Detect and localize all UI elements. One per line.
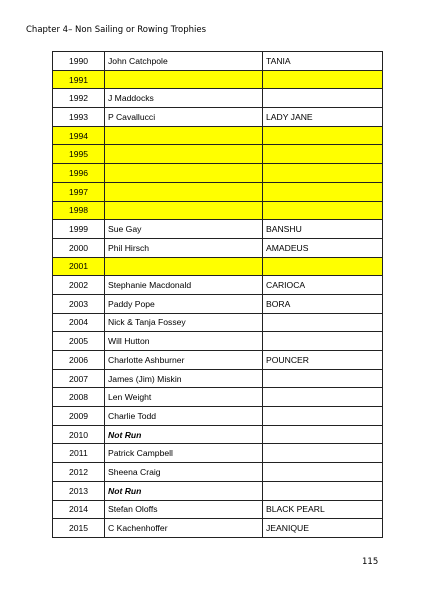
table-row <box>53 182 383 201</box>
boat-name-cell <box>263 145 383 164</box>
year-cell: 1993 <box>53 108 105 127</box>
winner-name-cell: Nick & Tanja Fossey <box>105 313 263 332</box>
page-number: 115 <box>362 557 379 567</box>
year-cell: 2009 <box>53 407 105 426</box>
winner-name-cell: P Cavallucci <box>105 108 263 127</box>
year-cell: 1990 <box>53 52 105 71</box>
table-row <box>53 238 383 257</box>
table-row <box>53 388 383 407</box>
year-cell: 2002 <box>53 276 105 295</box>
table-row <box>53 201 383 220</box>
trophy-table <box>52 51 383 538</box>
table-row <box>53 369 383 388</box>
year-cell: 2008 <box>53 388 105 407</box>
year-cell: 2015 <box>53 519 105 538</box>
table-row <box>53 70 383 89</box>
boat-name-cell <box>263 407 383 426</box>
boat-name-cell: BORA <box>263 294 383 313</box>
year-cell: 1991 <box>53 70 105 89</box>
winner-name-cell: Not Run <box>105 481 263 500</box>
winner-name-cell <box>105 257 263 276</box>
year-cell: 2004 <box>53 313 105 332</box>
winner-name-cell: C Kachenhoffer <box>105 519 263 538</box>
table-row <box>53 257 383 276</box>
table-row <box>53 519 383 538</box>
winner-name-cell: J Maddocks <box>105 89 263 108</box>
year-cell: 1995 <box>53 145 105 164</box>
table-row <box>53 313 383 332</box>
boat-name-cell <box>263 444 383 463</box>
boat-name-cell: LADY JANE <box>263 108 383 127</box>
table-row <box>53 294 383 313</box>
winner-name-cell <box>105 182 263 201</box>
boat-name-cell <box>263 463 383 482</box>
boat-name-cell: CARIOCA <box>263 276 383 295</box>
winner-name-cell: John Catchpole <box>105 52 263 71</box>
table-row <box>53 52 383 71</box>
winner-name-cell: Stephanie Macdonald <box>105 276 263 295</box>
table-row <box>53 145 383 164</box>
year-cell: 2006 <box>53 351 105 370</box>
table-row <box>53 164 383 183</box>
winner-name-cell: Not Run <box>105 425 263 444</box>
table-row <box>53 276 383 295</box>
winner-name-cell: Phil Hirsch <box>105 238 263 257</box>
table-row <box>53 463 383 482</box>
boat-name-cell <box>263 332 383 351</box>
chapter-header: Chapter 4– Non Sailing or Rowing Trophies <box>26 25 207 35</box>
year-cell: 2003 <box>53 294 105 313</box>
year-cell: 1997 <box>53 182 105 201</box>
winner-name-cell: Charlie Todd <box>105 407 263 426</box>
table-row <box>53 407 383 426</box>
boat-name-cell: JEANIQUE <box>263 519 383 538</box>
winner-name-cell: Patrick Campbell <box>105 444 263 463</box>
boat-name-cell <box>263 70 383 89</box>
boat-name-cell <box>263 182 383 201</box>
winner-name-cell: Charlotte Ashburner <box>105 351 263 370</box>
year-cell: 2005 <box>53 332 105 351</box>
year-cell: 1992 <box>53 89 105 108</box>
trophy-table-body <box>53 52 383 538</box>
table-row <box>53 500 383 519</box>
year-cell: 1994 <box>53 126 105 145</box>
year-cell: 1999 <box>53 220 105 239</box>
boat-name-cell <box>263 257 383 276</box>
winner-name-cell: Sue Gay <box>105 220 263 239</box>
winner-name-cell <box>105 70 263 89</box>
boat-name-cell <box>263 89 383 108</box>
table-row <box>53 351 383 370</box>
boat-name-cell <box>263 201 383 220</box>
boat-name-cell: AMADEUS <box>263 238 383 257</box>
year-cell: 2011 <box>53 444 105 463</box>
winner-name-cell: James (Jim) Miskin <box>105 369 263 388</box>
year-cell: 2010 <box>53 425 105 444</box>
boat-name-cell <box>263 369 383 388</box>
year-cell: 2000 <box>53 238 105 257</box>
table-row <box>53 126 383 145</box>
winner-name-cell <box>105 164 263 183</box>
boat-name-cell <box>263 164 383 183</box>
winner-name-cell: Stefan Oloffs <box>105 500 263 519</box>
boat-name-cell <box>263 425 383 444</box>
winner-name-cell: Will Hutton <box>105 332 263 351</box>
table-row <box>53 89 383 108</box>
winner-name-cell <box>105 201 263 220</box>
boat-name-cell: BLACK PEARL <box>263 500 383 519</box>
table-row <box>53 220 383 239</box>
table-row <box>53 108 383 127</box>
boat-name-cell <box>263 481 383 500</box>
year-cell: 2007 <box>53 369 105 388</box>
boat-name-cell: BANSHU <box>263 220 383 239</box>
table-row <box>53 425 383 444</box>
year-cell: 2012 <box>53 463 105 482</box>
boat-name-cell <box>263 388 383 407</box>
boat-name-cell <box>263 126 383 145</box>
boat-name-cell: POUNCER <box>263 351 383 370</box>
year-cell: 2001 <box>53 257 105 276</box>
table-row <box>53 444 383 463</box>
year-cell: 2014 <box>53 500 105 519</box>
winner-name-cell: Sheena Craig <box>105 463 263 482</box>
boat-name-cell <box>263 313 383 332</box>
table-row <box>53 332 383 351</box>
boat-name-cell: TANIA <box>263 52 383 71</box>
winner-name-cell <box>105 145 263 164</box>
table-row <box>53 481 383 500</box>
year-cell: 1998 <box>53 201 105 220</box>
winner-name-cell: Len Weight <box>105 388 263 407</box>
winner-name-cell: Paddy Pope <box>105 294 263 313</box>
winner-name-cell <box>105 126 263 145</box>
year-cell: 2013 <box>53 481 105 500</box>
year-cell: 1996 <box>53 164 105 183</box>
